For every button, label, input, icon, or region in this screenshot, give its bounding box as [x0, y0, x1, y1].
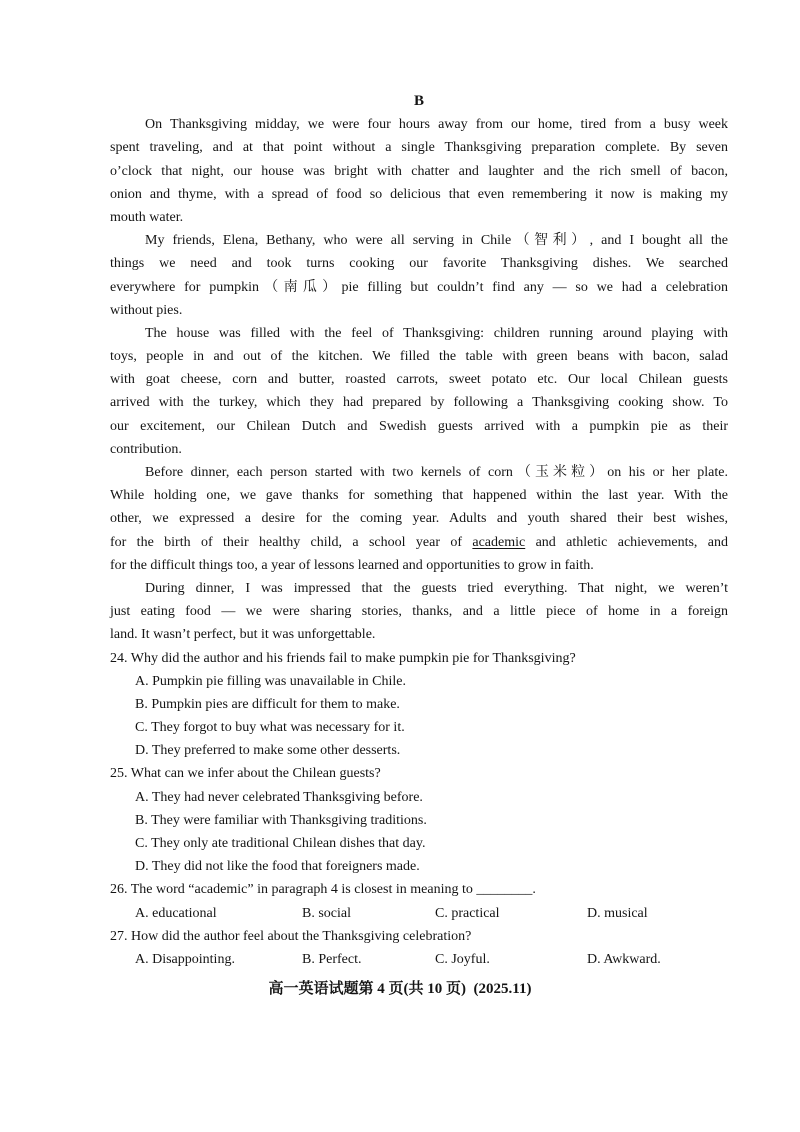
answer-option: A. educational — [135, 905, 217, 921]
question-stem — [110, 878, 728, 901]
question-number: 25. — [110, 766, 128, 782]
passage-line — [110, 531, 728, 554]
answer-option: C. They forgot to buy what was necessary for it. — [135, 720, 405, 736]
question-24 — [110, 647, 728, 763]
passage-paragraph — [110, 229, 728, 322]
question-text: How did the author feel about the Thanksgiving celebration? — [131, 928, 472, 944]
passage-paragraph — [110, 577, 728, 647]
passage-line: everywhere for pumpkin（南瓜）pie filling but couldn’t find any — so we had a celebration — [110, 279, 728, 295]
passage-line: land. It wasn’t perfect, but it was unforgettable. — [110, 627, 376, 643]
question-26 — [110, 878, 728, 924]
passage-paragraph — [110, 322, 728, 461]
section-label: B — [413, 93, 424, 109]
question-25 — [110, 762, 728, 878]
answer-option: D. Awkward. — [587, 951, 661, 967]
passage-line: During dinner, I was impressed that the guests tried everything. That night, we weren’t — [145, 580, 728, 596]
passage-line: toys, people in and out of the kitchen. We filled the table with green beans with bacon, salad — [110, 349, 728, 365]
answer-option: B. Perfect. — [302, 951, 362, 967]
option-row — [110, 902, 728, 925]
passage-paragraph — [110, 113, 728, 229]
answer-option: B. social — [302, 905, 351, 921]
passage-line: for the difficult things too, a year of lessons learned and opportunities to grow in faith. — [110, 557, 594, 573]
answer-option: C. Joyful. — [435, 951, 490, 967]
underlined-word: academic — [472, 534, 526, 550]
question-text: What can we infer about the Chilean guests? — [130, 766, 381, 782]
passage-line: other, we expressed a desire for the coming year. Adults and youth shared their best wishes, — [110, 511, 728, 527]
passage-paragraph — [110, 461, 728, 577]
passage-line: My friends, Elena, Bethany, who were all serving in Chile（智利）, and I bought all the — [145, 233, 728, 249]
answer-option: B. They were familiar with Thanksgiving traditions. — [135, 812, 427, 828]
passage-line: While holding one, we gave thanks for something that happened within the last year. With the — [110, 488, 728, 504]
answer-option: B. Pumpkin pies are difficult for them to make. — [135, 696, 400, 712]
exam-content — [110, 90, 728, 971]
answer-option: D. musical — [587, 905, 648, 921]
passage-line: just eating food — we were sharing stories, thanks, and a little piece of home in a foreign — [110, 604, 728, 620]
passage-line: o’clock that night, our house was bright with chatter and laughter and the rich smell of bacon, — [110, 163, 728, 179]
line-segment: and athletic achievements, and — [525, 534, 728, 550]
passage-line: onion and thyme, with a spread of food so delicious that even remembering it now is making my — [110, 186, 728, 202]
page-footer: 高一英语试题第 4 页(共 10 页) (2025.11) — [268, 981, 532, 997]
passage-line: arrived with the turkey, which they had prepared by following a Thanksgiving cooking show. To — [110, 395, 728, 411]
passage-line: our excitement, our Chilean Dutch and Swedish guests arrived with a pumpkin pie as their — [110, 418, 728, 434]
answer-option: A. Disappointing. — [135, 951, 235, 967]
question-stem — [110, 762, 728, 785]
question-text: Why did the author and his friends fail to make pumpkin pie for Thanksgiving? — [130, 650, 576, 666]
passage-line: with goat cheese, corn and butter, roasted carrots, sweet potato etc. Our local Chilean guests — [110, 372, 728, 388]
question-27 — [110, 925, 728, 971]
answer-option: D. They did not like the food that foreigners made. — [135, 859, 420, 875]
answer-option: C. They only ate traditional Chilean dishes that day. — [135, 836, 426, 851]
question-stem — [110, 925, 728, 948]
passage-line: things we need and took turns cooking our favorite Thanksgiving dishes. We searched — [110, 256, 728, 272]
question-stem — [110, 647, 728, 670]
passage-line: On Thanksgiving midday, we were four hours away from our home, tired from a busy week — [145, 117, 728, 133]
option-row — [110, 948, 728, 971]
passage-line: mouth water. — [110, 209, 184, 225]
line-segment: for the birth of their healthy child, a school year of — [110, 534, 473, 550]
question-text: The word “academic” in paragraph 4 is closest in meaning to ________. — [130, 882, 536, 898]
passage-line: contribution. — [110, 441, 182, 457]
passage-line: spent traveling, and at that point without a single Thanksgiving preparation complete. By seven — [110, 140, 728, 156]
question-number: 27. — [110, 928, 128, 944]
answer-option: D. They preferred to make some other desserts. — [135, 743, 401, 759]
passage-line: The house was filled with the feel of Thanksgiving: children running around playing with — [145, 325, 728, 341]
answer-option: A. They had never celebrated Thanksgiving before. — [135, 789, 423, 805]
passage-line: Before dinner, each person started with two kernels of corn（玉米粒）on his or her plate. — [145, 465, 728, 480]
question-number: 24. — [110, 650, 128, 666]
question-number: 26. — [110, 882, 128, 898]
answer-option: C. practical — [435, 905, 500, 921]
answer-option: A. Pumpkin pie filling was unavailable in Chile. — [135, 673, 407, 689]
passage-line: without pies. — [110, 302, 183, 318]
